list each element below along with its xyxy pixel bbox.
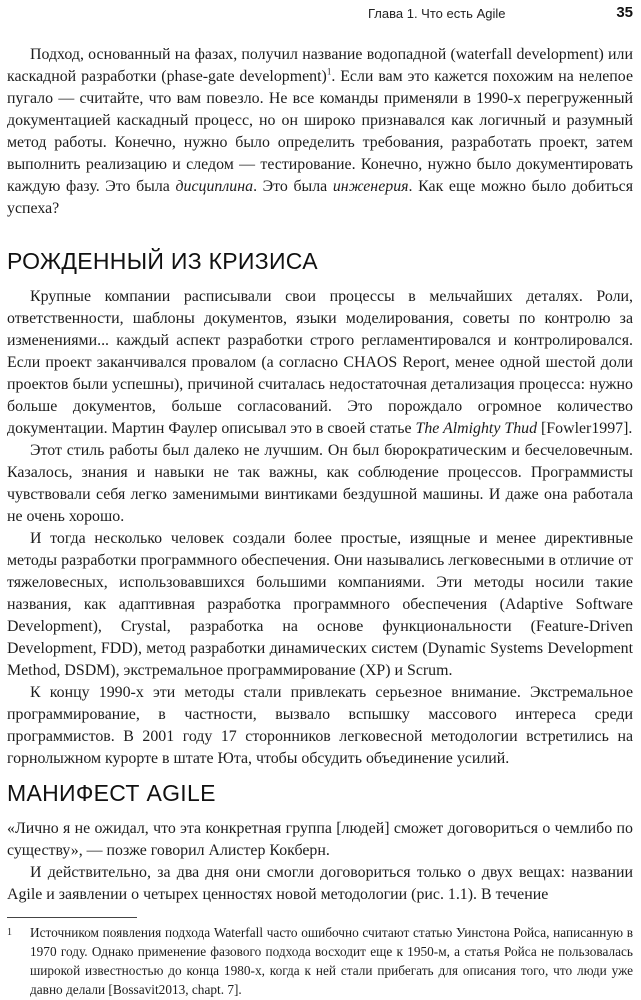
text-run: Крупные компании расписывали свои процессы в мельчайших деталях. Роли, ответственности, шаблоны документов, языки моделирования, советы по контролю за изменениями... каждый аспект разработки строго регламентировался и контролировался. Если проект заканчивался провалом (а согласно CHAOS Report, менее одной шестой доли проектов были успешны), причиной считалась недостаточная детализация процесса: нужно больше документов, больше согласований. Это порождало огромное количество документации. Мартин Фаулер описывал это в своей статье: [7, 288, 633, 437]
footnote-divider: [7, 917, 137, 918]
text-run: Подход, основанный на фазах, получил название водопадной (waterfall development) или каскадной разработки (phase-gate development): [7, 46, 633, 85]
footnote: [7, 923, 633, 999]
footnote-ref[interactable]: 1: [326, 66, 332, 77]
section-manifesto-body: [7, 818, 633, 906]
chapter-title: Глава 1. Что есть Agile: [368, 6, 506, 21]
paragraph-large-companies: [7, 286, 633, 440]
text-run: [Fowler1997].: [537, 420, 633, 437]
running-header: [0, 0, 641, 27]
page-number: 35: [616, 4, 633, 21]
text-run: . Как еще можно было добиться успеха?: [7, 178, 634, 217]
paragraph-lightweight-methods: И тогда несколько человек создали более простые, изящные и менее директивные методы разработки программного обеспечения. Они назывались легковесными в отличие от тяжеловесных, использовавшихся большими компаниями. Эти методы носили такие названия, как адаптивная разработка программного обеспечения (Adaptive Software Development), Crystal, разработка на основе функциональности (Feature-Driven Development, FDD), метод разработки динамических систем (Dynamic Systems Development Method, DSDM), экстремальное программирование (XP) и Scrum.: [7, 530, 633, 679]
section-heading-manifesto: МАНИФЕСТ AGILE: [7, 780, 216, 806]
footnote-text: Источником появления подхода Waterfall часто ошибочно считают статью Уинстона Ройса, написанную в 1970 году. Однако применение фазового подхода восходит еще к 1950-м, а статья Ройса не пользовалась широкой известностью до конца 1980-х, когда к ней стали прибегать для описания того, что люди уже давно делали [Bossavit2013, chapt. 7].: [30, 925, 633, 997]
paragraph-bureaucracy: Этот стиль работы был далеко не лучшим. Он был бюрократическим и бесчеловечным. Казалось, знания и навыки не так важны, как соблюдение процессов. Программисты чувствовали себя легко заменимыми винтиками бездушной машины. И даже она работала не очень хорошо.: [7, 442, 633, 525]
section-crisis-body: [7, 286, 633, 770]
text-run: . Если вам это кажется похожим на нелепое пугало — считайте, что вам повезло. Не все команды применяли в 1990-х перегруженный документацией каскадный процесс, но он широко признавался как логичный и разумный метод работы. Конечно, нужно было определить требования, разработать проект, затем выполнить реализацию и следом — тестирование. Конечно, нужно было документировать каждую фазу. Это была: [7, 68, 634, 195]
footnote-marker: 1: [7, 927, 12, 938]
text-run: . Это была: [253, 178, 333, 195]
emphasis-article-title: The Almighty Thud: [415, 420, 538, 437]
paragraph-agreement: И действительно, за два дня они смогли договориться только о двух вещах: названии Agile и заявлении о четырех ценностях новой методологии (рис. 1.1). В течение: [7, 864, 633, 903]
emphasis-engineering: инженерия: [332, 178, 409, 195]
emphasis-discipline: дисциплина: [175, 178, 254, 195]
section-heading-crisis: РОЖДЕННЫЙ ИЗ КРИЗИСА: [7, 248, 318, 274]
paragraph-waterfall: [7, 44, 633, 220]
paragraph-cockburn-quote: «Лично я не ожидал, что эта конкретная группа [людей] сможет договориться о чемлибо по существу», — позже говорил Алистер Кокберн.: [7, 820, 633, 859]
paragraph-late-1990s: К концу 1990-х эти методы стали привлекать серьезное внимание. Экстремальное программирование, в частности, вызвало вспышку массового интереса среди программистов. В 2001 году 17 сторонников легковесной методологии встретились на горнолыжном курорте в штате Юта, чтобы обсудить объединение усилий.: [7, 684, 633, 767]
intro-block: [7, 44, 633, 220]
